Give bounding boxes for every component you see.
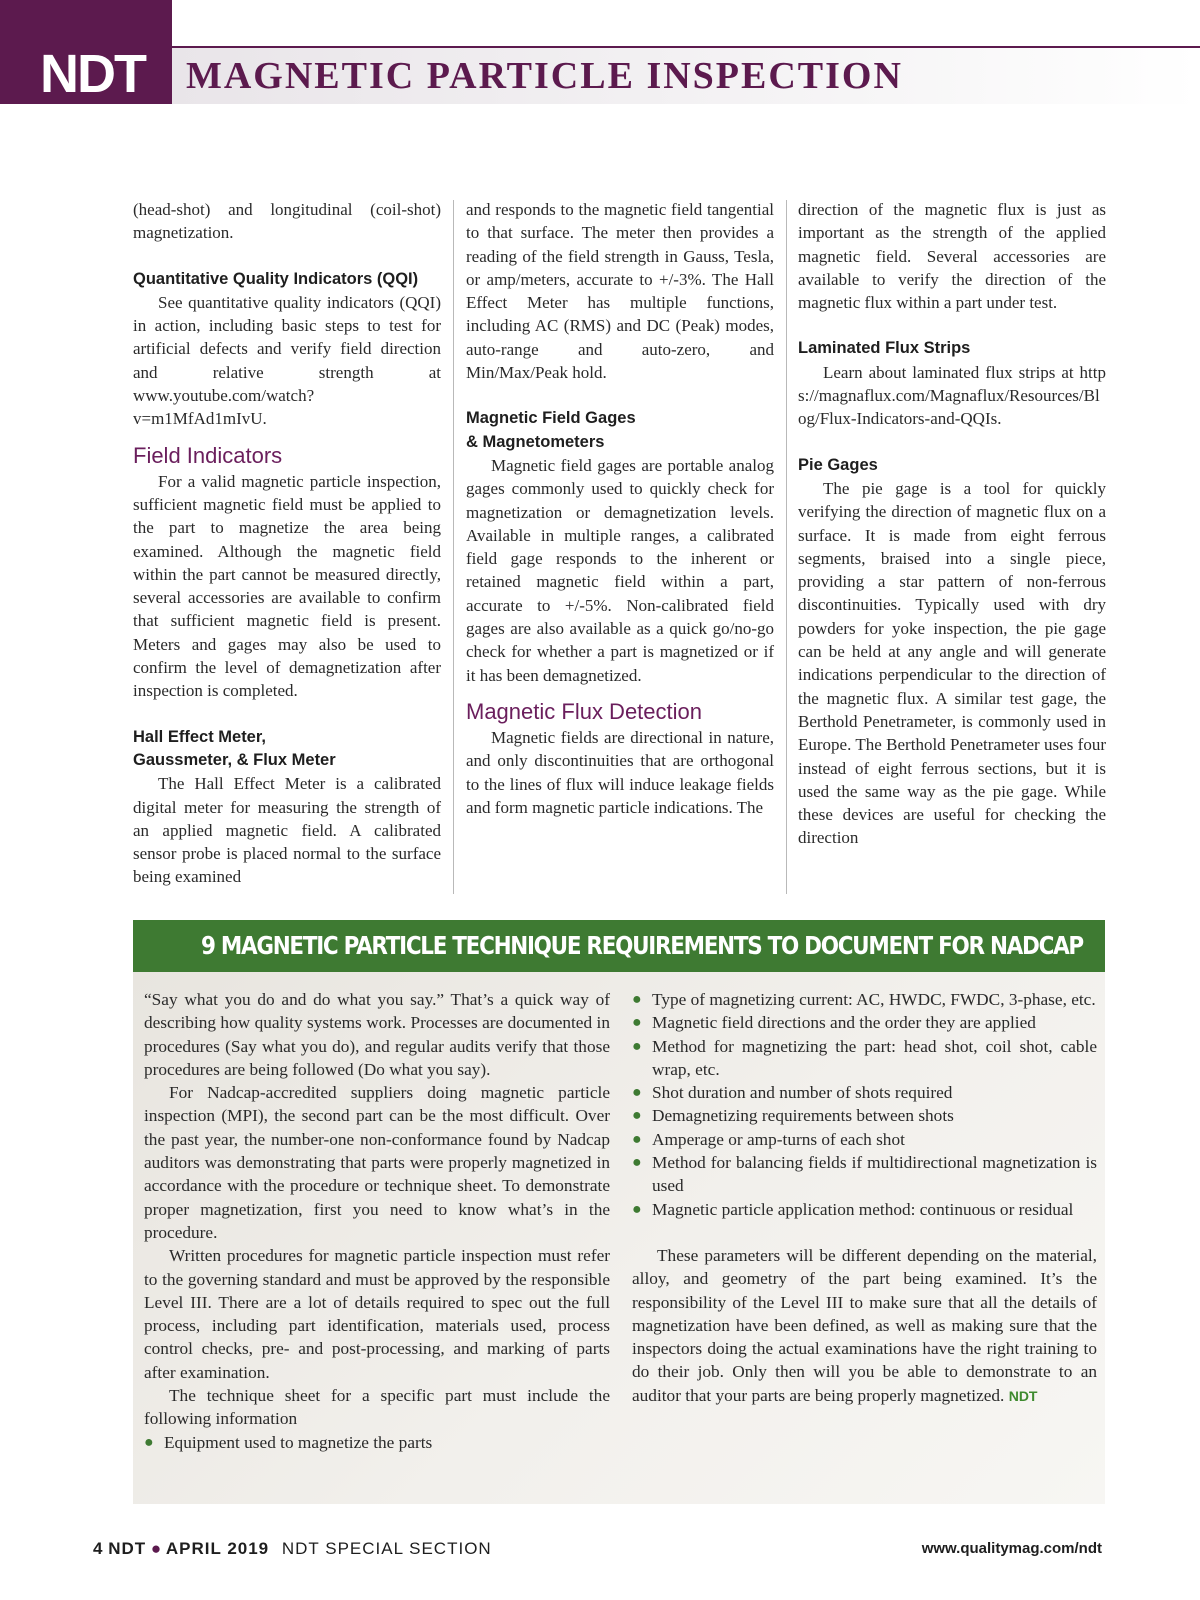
paragraph	[632, 1244, 1097, 1408]
list-item	[632, 1128, 1097, 1151]
closing-text: These parameters will be different depending on the material, alloy, and geometry of the part being examined. It’s the responsibility of the Level III to make sure that all the details of magnetization have been defined, as well as making sure that the inspectors doing the actual examinations have the right training to do their job. Only then will you be able to demonstrate to an auditor that your parts are being properly magnetized.	[632, 1245, 1097, 1405]
list-item	[632, 1151, 1097, 1198]
subheading-hall-effect-line1: Hall Effect Meter,	[133, 727, 266, 746]
article-column-2	[466, 198, 774, 819]
list-item	[632, 988, 1097, 1011]
list-item	[632, 1011, 1097, 1034]
footer-folio	[93, 1538, 492, 1560]
header-logo: NDT	[40, 44, 145, 104]
paragraph: The technique sheet for a specific part must include the following information	[144, 1386, 610, 1429]
list-item-text: Magnetic field directions and the order they are applied	[652, 1013, 1036, 1033]
list-item-text: Magnetic particle application method: continuous or residual	[652, 1199, 1074, 1219]
bullet-icon: ●	[632, 1130, 642, 1148]
sidebar-title: 9 MAGNETIC PARTICLE TECHNIQUE REQUIREMENTS TO DOCUMENT FOR NADCAP	[201, 931, 1083, 960]
bullet-icon: ●	[632, 1014, 642, 1032]
paragraph: For Nadcap-accredited suppliers doing magnetic particle inspection (MPI), the second part can be the most difficult. Over the past year, the number-one non-conformance found by Nadcap auditors was demonstrating that parts were properly magnetized in accordance with the procedure or technique sheet. To demonstrate proper magnetization, first you need to know what’s in the procedure.	[144, 1083, 610, 1242]
paragraph: and responds to the magnetic field tangential to that surface. The meter then provides a reading of the field strength in Gauss, Tesla, or amp/meters, accurate to +/-3%. The Hall Effect Meter has multiple functions, including AC (RMS) and DC (Peak) modes, auto-range and auto-zero, and Min/Max/Peak hold.	[466, 200, 774, 383]
requirements-list	[144, 1431, 610, 1454]
header-logo-block	[0, 0, 172, 104]
footer-section: NDT SPECIAL SECTION	[281, 1539, 492, 1558]
bullet-icon: ●	[632, 1037, 642, 1055]
list-item-text: Equipment used to magnetize the parts	[164, 1432, 433, 1452]
subheading-pie-gages: Pie Gages	[798, 455, 878, 474]
footer-url[interactable]: www.qualitymag.com/ndt	[921, 1540, 1102, 1557]
section-title: MAGNETIC PARTICLE INSPECTION	[186, 55, 903, 97]
article-column-1	[133, 198, 441, 889]
bullet-icon: ●	[144, 1433, 154, 1451]
list-item-text: Type of magnetizing current: AC, HWDC, FWDC, 3-phase, etc.	[652, 990, 1096, 1009]
end-mark: NDT	[1008, 1387, 1038, 1404]
paragraph: Learn about laminated flux strips at https://magnaflux.com/Magnaflux/Resources/Blog/Flux-Indicators-and-QQIs.	[798, 362, 1106, 429]
page-number: 4	[93, 1539, 104, 1558]
heading-field-indicators: Field Indicators	[133, 442, 283, 468]
paragraph: For a valid magnetic particle inspection, sufficient magnetic field must be applied to the part to magnetize the area being examined. Although the magnetic field within the part cannot be measured directly, several accessories are available to confirm that sufficient magnetic field is present. Meters and gages may also be used to confirm the level of demagnetization after inspection is completed.	[133, 471, 441, 701]
list-item-text: Demagnetizing requirements between shots	[652, 1106, 954, 1126]
subheading-qqi: Quantitative Quality Indicators (QQI)	[133, 269, 419, 288]
paragraph: Magnetic fields are directional in nature, and only discontinuities that are orthogonal to the lines of flux will induce leakage fields and form magnetic particle indications. The	[466, 727, 774, 817]
list-item-text: Method for balancing fields if multidirectional magnetization is used	[652, 1153, 1097, 1196]
paragraph: Magnetic field gages are portable analog gages commonly used to quickly check for magnetization or demagnetization levels. Available in multiple ranges, a calibrated field gage responds to the inherent or retained magnetic field within a part, accurate to +/-5%. Non-calibrated field gages are also available as a quick go/no-go check for whether a part is magnetized or if it has been demagnetized.	[466, 455, 774, 685]
bullet-icon: ●	[632, 1084, 642, 1102]
paragraph: (head-shot) and longitudinal (coil-shot) magnetization.	[133, 200, 441, 243]
list-item	[632, 1035, 1097, 1082]
list-item	[632, 1104, 1097, 1127]
list-item	[632, 1081, 1097, 1104]
list-item-text: Shot duration and number of shots required	[652, 1083, 953, 1103]
footer-issue: APRIL 2019	[165, 1539, 270, 1558]
paragraph: The Hall Effect Meter is a calibrated digital meter for measuring the strength of an applied magnetic field. A calibrated sensor probe is placed normal to the surface being examined	[133, 774, 441, 887]
paragraph: The pie gage is a tool for quickly verifying the direction of magnetic flux on a surface. It is made from eight ferrous segments, braised into a single piece, providing a star pattern of non-ferrous discontinuities. Typically used with dry powders for yoke inspection, the pie gage can be held at any angle and will generate indications perpendicular to the direction of the magnetic flux. A similar test gage, the Berthold Penetrameter, is commonly used in Europe. The Berthold Penetrameter uses four instead of eight ferrous sections, but it is used the same way as the pie gage. While these devices are useful for checking the direction	[798, 478, 1106, 848]
bullet-icon: ●	[632, 991, 642, 1008]
subheading-hall-effect-line2: Gaussmeter, & Flux Meter	[133, 750, 336, 769]
sidebar-column-right	[632, 988, 1097, 1408]
sidebar-title-bar	[133, 920, 1105, 972]
list-item-text: Method for magnetizing the part: head shot, coil shot, cable wrap, etc.	[652, 1036, 1097, 1079]
subheading-flux-strips: Laminated Flux Strips	[798, 339, 971, 358]
footer-magazine: NDT	[108, 1539, 147, 1558]
article-column-3	[798, 198, 1106, 850]
bullet-icon: ●	[632, 1200, 642, 1218]
list-item	[144, 1431, 610, 1454]
bullet-icon: ●	[150, 1539, 162, 1558]
paragraph: See quantitative quality indicators (QQI) in action, including basic steps to test for artificial defects and verify field direction and relative strength at www.youtube.com/watch?v=m1MfAd1mIvU.	[133, 292, 441, 429]
requirements-list	[632, 988, 1097, 1221]
list-item-text: Amperage or amp-turns of each shot	[652, 1129, 905, 1149]
paragraph: Written procedures for magnetic particle inspection must refer to the governing standard and must be approved by the responsible Level III. There are a lot of details required to spec out the full process, including part identification, materials used, process control checks, pre- and post-processing, and marking of parts after examination.	[144, 1246, 610, 1382]
list-item	[632, 1198, 1097, 1221]
column-divider	[786, 200, 787, 894]
column-divider	[453, 200, 454, 894]
heading-flux-detection: Magnetic Flux Detection	[466, 698, 702, 724]
bullet-icon: ●	[632, 1107, 642, 1125]
subheading-field-gages-line1: Magnetic Field Gages	[466, 409, 636, 428]
paragraph: direction of the magnetic flux is just as important as the strength of the applied magnetic field. Several accessories are available to verify the direction of the magnetic flux within a part under test.	[798, 200, 1106, 313]
sidebar-column-left	[144, 988, 610, 1454]
paragraph: “Say what you do and do what you say.” That’s a quick way of describing how quality systems work. Processes are documented in procedures (Say what you do), and regular audits verify that those procedures are being followed (Do what you say).	[144, 990, 610, 1079]
bullet-icon: ●	[632, 1154, 642, 1172]
subheading-field-gages-line2: & Magnetometers	[466, 432, 605, 451]
